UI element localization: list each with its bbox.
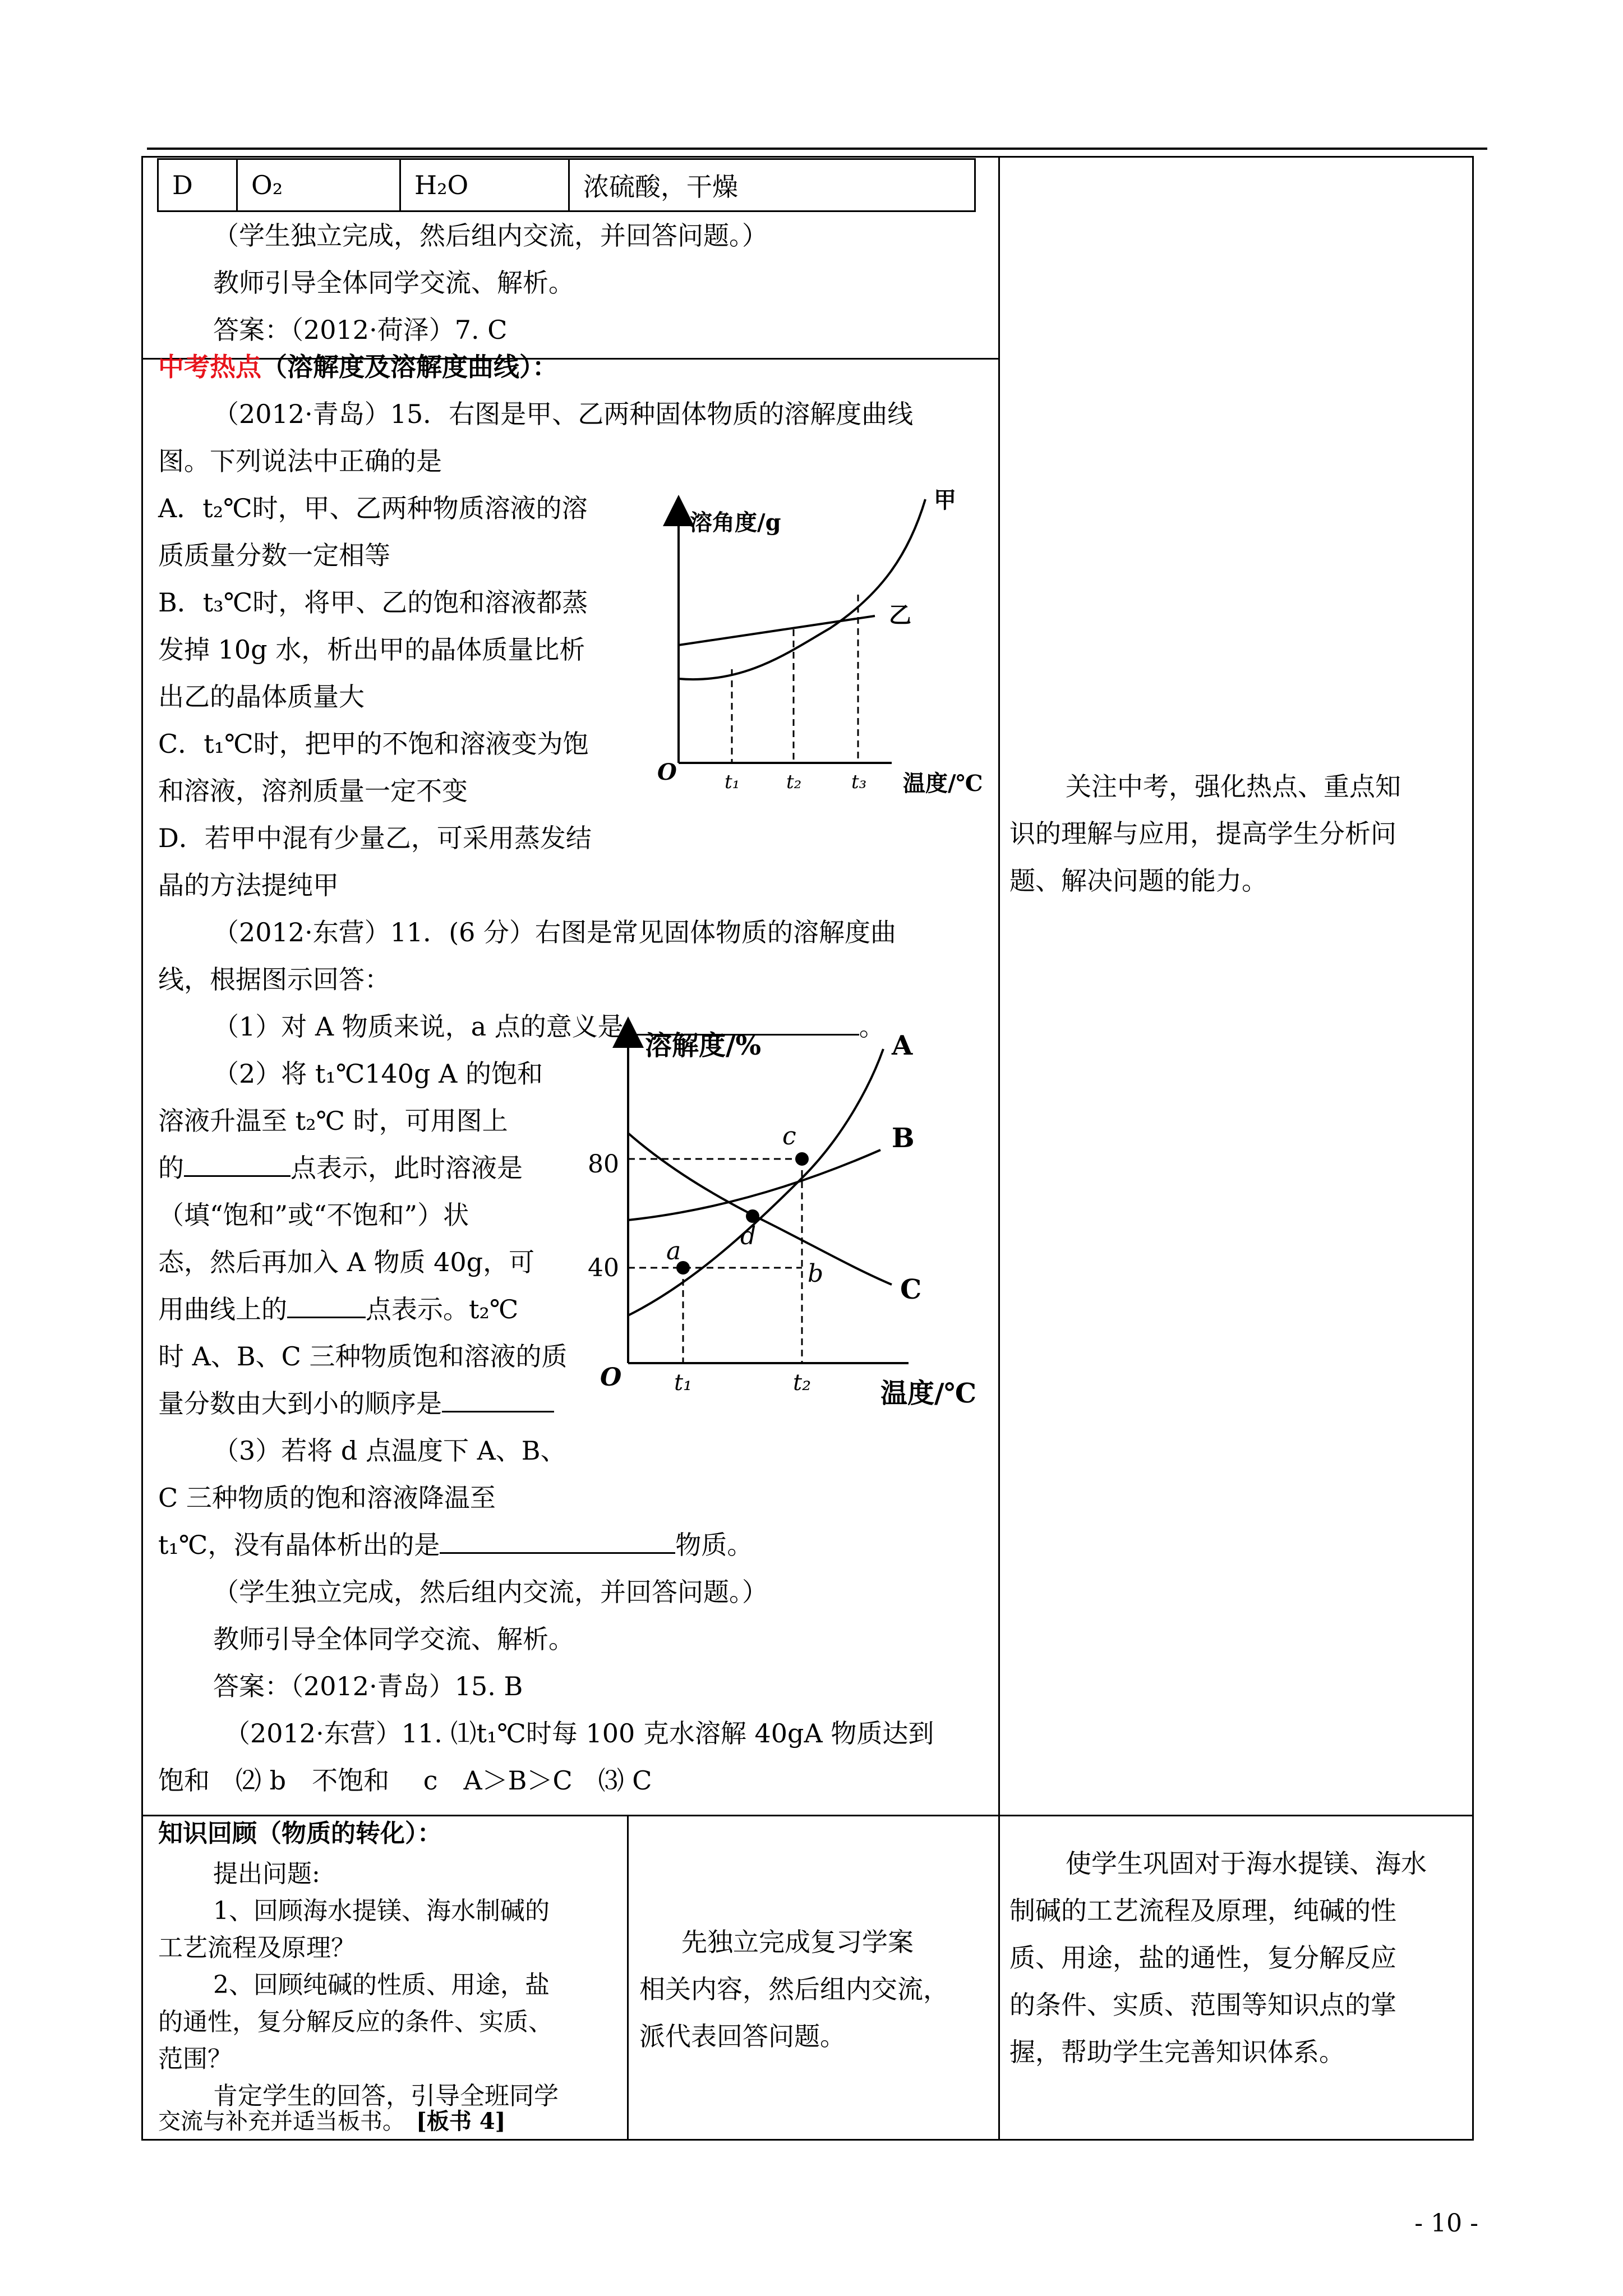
review-line: 2、回顾纯碱的性质、用途，盐 <box>213 1971 550 1999</box>
table-row <box>158 159 975 211</box>
series-label-A: A <box>892 1030 913 1061</box>
x-tick-t1: t₁ <box>674 1370 693 1396</box>
point-label-b: b <box>808 1259 824 1288</box>
option-line: 和溶液，溶剂质量一定不变 <box>158 776 468 806</box>
series-B-curve <box>628 1150 880 1220</box>
text-span: 。 <box>859 1011 885 1042</box>
purpose-line: 的条件、实质、范围等知识点的掌 <box>1009 1990 1396 2020</box>
question-line: 溶液升温至 t₂℃ 时，可用图上 <box>158 1106 508 1136</box>
point-c <box>795 1152 809 1166</box>
table-cell: O₂ <box>237 159 400 211</box>
purpose-line: 识的理解与应用，提高学生分析问 <box>1009 818 1396 849</box>
answer-blank <box>440 1530 675 1554</box>
option-line: 发掉 10g 水，析出甲的晶体质量比析 <box>158 634 585 665</box>
x-axis-label: 温度/℃ <box>903 770 983 797</box>
option-line: D．若甲中混有少量乙，可采用蒸发结 <box>158 823 592 853</box>
student-activity-line: 先独立完成复习学案 <box>681 1927 914 1957</box>
y-axis-label: 溶角度/g <box>690 509 781 536</box>
text-span: 点表示。t₂℃ <box>366 1294 519 1324</box>
series-label-C: C <box>900 1274 922 1305</box>
text-span: 物质。 <box>675 1530 753 1560</box>
series-label-B: B <box>892 1122 915 1154</box>
y-tick-40: 40 <box>588 1254 619 1282</box>
option-line: 晶的方法提纯甲 <box>158 870 339 900</box>
purpose-line: 握，帮助学生完善知识体系。 <box>1009 2037 1345 2067</box>
text-span: 的 <box>158 1153 184 1183</box>
point-d <box>746 1209 759 1223</box>
point-label-d: d <box>740 1222 757 1250</box>
purpose-line: 制碱的工艺流程及原理，纯碱的性 <box>1009 1895 1396 1926</box>
x-axis-label: 温度/℃ <box>880 1378 977 1409</box>
text-line: 教师引导全体同学交流、解析。 <box>213 268 574 298</box>
question-line <box>158 1144 523 1191</box>
question-line <box>158 1521 753 1568</box>
question-line: 线，根据图示回答： <box>158 964 390 995</box>
hot-title: （溶解度及溶解度曲线）： <box>261 352 558 382</box>
x-tick-t1: t₁ <box>725 771 740 793</box>
origin-label: O <box>600 1363 622 1392</box>
option-line: C．t₁℃时，把甲的不饱和溶液变为饱 <box>158 729 589 759</box>
option-line: B．t₃℃时，将甲、乙的饱和溶液都蒸 <box>158 587 588 618</box>
y-tick-80: 80 <box>588 1150 619 1179</box>
text-span: （1）对 A 物质来说，a 点的意义是 <box>213 1011 624 1042</box>
question-line: C 三种物质的饱和溶液降温至 <box>158 1483 496 1513</box>
answer-line: 答案：（2012·荷泽）7. C <box>213 315 508 345</box>
table-cell: H₂O <box>400 159 569 211</box>
origin-label: O <box>657 759 677 785</box>
option-line: A．t₂℃时，甲、乙两种物质溶液的溶 <box>158 493 588 523</box>
review-line: 的通性，复分解反应的条件、实质、 <box>158 2008 553 2036</box>
student-activity-line: 派代表回答问题。 <box>639 2021 846 2051</box>
point-label-c: c <box>782 1122 796 1151</box>
hot-label: 中考热点 <box>158 352 261 382</box>
solubility-chart-1 <box>634 482 993 808</box>
question-line: （2012·青岛）15．右图是甲、乙两种固体物质的溶解度曲线 <box>213 399 914 429</box>
student-activity-line: 相关内容，然后组内交流， <box>639 1974 949 2004</box>
review-line: 交流与补充并适当板书。 [板书 4] <box>158 2108 506 2134</box>
question-line <box>158 1380 554 1427</box>
text-line: （学生独立完成，然后组内交流，并回答问题。） <box>213 1577 768 1607</box>
answer-blank <box>184 1153 291 1177</box>
text-line: 教师引导全体同学交流、解析。 <box>213 1624 574 1654</box>
point-label-a: a <box>666 1237 681 1266</box>
purpose-line: 使学生巩固对于海水提镁、海水 <box>1066 1848 1427 1879</box>
question-line: 态，然后再加入 A 物质 40g，可 <box>158 1247 535 1277</box>
section-title <box>158 343 558 390</box>
purpose-line: 题、解决问题的能力。 <box>1009 866 1267 896</box>
answer-blank <box>287 1294 366 1318</box>
question-line: （3）若将 d 点温度下 A、B、 <box>213 1435 566 1466</box>
mid-column-divider <box>627 1815 629 2141</box>
answer-line: （2012·东营）11. ⑴t₁℃时每 100 克水溶解 40gA 物质达到 <box>224 1718 934 1749</box>
question-line: （2012·东营）11．(6 分）右图是常见固体物质的溶解度曲 <box>213 917 897 947</box>
text-span: 用曲线上的 <box>158 1294 287 1324</box>
header-rule <box>147 148 1487 150</box>
option-line: 出乙的晶体质量大 <box>158 682 365 712</box>
option-line: 质质量分数一定相等 <box>158 540 390 570</box>
x-tick-t2: t₂ <box>786 771 802 793</box>
x-tick-t3: t₃ <box>851 771 867 793</box>
x-tick-t2: t₂ <box>793 1370 811 1396</box>
review-line: 范围？ <box>158 2045 232 2073</box>
answer-line: 饱和 ⑵ b 不饱和 c A＞B＞C ⑶ C <box>158 1765 652 1796</box>
text-line: （学生独立完成，然后组内交流，并回答问题。） <box>213 220 768 251</box>
right-column-divider <box>998 156 1000 2141</box>
table-cell: D <box>158 159 237 211</box>
answer-line: 答案：（2012·青岛）15. B <box>213 1663 523 1710</box>
text-span: t₁℃，没有晶体析出的是 <box>158 1530 440 1560</box>
review-line: 工艺流程及原理？ <box>158 1934 356 1962</box>
review-line: 提出问题: <box>213 1860 320 1888</box>
answer-blank <box>442 1388 554 1412</box>
question-line: （填“饱和”或“不饱和”）状 <box>158 1200 469 1230</box>
question-line: （2）将 t₁℃140g A 的饱和 <box>213 1059 543 1089</box>
reagent-table <box>157 158 976 212</box>
purpose-line: 质、用途，盐的通性，复分解反应 <box>1009 1943 1396 1973</box>
series-A-curve <box>628 1049 883 1315</box>
series-yi-line <box>679 616 875 645</box>
board-note: [板书 4] <box>416 2108 506 2134</box>
y-axis-label: 溶解度/% <box>645 1030 762 1061</box>
question-line: 图。下列说法中正确的是 <box>158 446 442 476</box>
review-line: 1、回顾海水提镁、海水制碱的 <box>213 1897 550 1925</box>
solubility-chart-2 <box>578 1010 993 1414</box>
series-label-yi: 乙 <box>889 602 911 628</box>
series-label-jia: 甲 <box>934 487 956 513</box>
page-number: - 10 - <box>1414 2209 1478 2238</box>
question-line: 时 A、B、C 三种物质饱和溶液的质 <box>158 1341 568 1372</box>
table-cell: 浓硫酸，干燥 <box>569 159 975 211</box>
question-line <box>158 1286 518 1333</box>
text-span: 量分数由大到小的顺序是 <box>158 1388 442 1419</box>
review-line: 肯定学生的回答，引导全班同学 <box>213 2082 559 2110</box>
review-title: 知识回顾（物质的转化）： <box>158 1819 442 1848</box>
text-span: 点表示，此时溶液是 <box>291 1153 523 1183</box>
purpose-line: 关注中考，强化热点、重点知 <box>1066 771 1401 802</box>
